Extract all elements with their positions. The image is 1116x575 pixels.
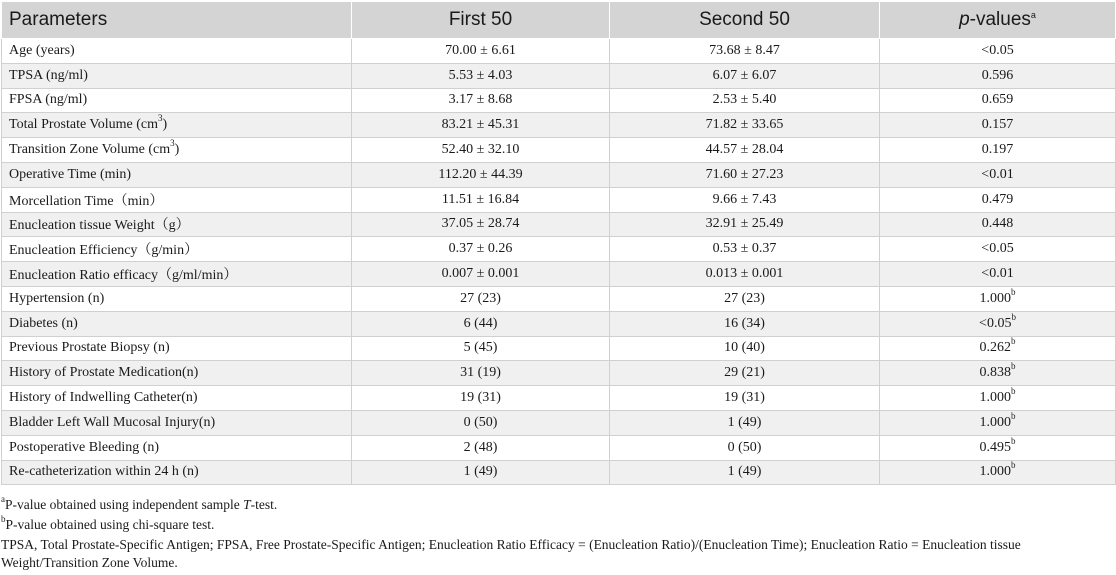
p-value-footnote-mark: b	[1011, 410, 1016, 421]
cell-p-value	[880, 162, 1116, 187]
cell-parameter	[2, 361, 352, 386]
cell-p-value	[880, 286, 1116, 311]
footnote-b-text: P-value obtained using chi-square test.	[5, 517, 215, 532]
cell-first-50: 5.53 ± 4.03	[352, 63, 610, 88]
footnote-b	[1, 516, 1115, 534]
p-value-footnote-mark: b	[1011, 460, 1016, 471]
parameter-superscript: 3	[157, 113, 163, 124]
cell-first-50: 11.51 ± 16.84	[352, 187, 610, 212]
table-row	[2, 212, 1116, 237]
parameter-label: Hypertension (n)	[9, 290, 105, 306]
cell-p-value	[880, 88, 1116, 113]
cell-parameter	[2, 386, 352, 411]
cell-parameter	[2, 410, 352, 435]
parameter-label: Age (years)	[9, 42, 75, 58]
results-table	[1, 1, 1116, 485]
p-value-text: 0.157	[981, 117, 1014, 133]
cell-p-value	[880, 336, 1116, 361]
footnote-a-italic: T	[243, 497, 251, 512]
p-value-text: 1.000	[979, 290, 1011, 306]
parameter-label: Re-catheterization within 24 h (n)	[9, 464, 199, 480]
cell-first-50: 6 (44)	[352, 311, 610, 336]
cell-parameter	[2, 63, 352, 88]
parameter-label: Enucleation tissue Weight（g）	[9, 218, 190, 234]
parameter-label: Postoperative Bleeding (n)	[9, 439, 160, 455]
table-header-row	[2, 2, 1116, 39]
p-value-text: 0.197	[981, 142, 1014, 158]
cell-second-50: 1 (49)	[610, 460, 880, 485]
parameter-label: Morcellation Time（min）	[9, 193, 164, 209]
header-first-50: First 50	[352, 2, 610, 39]
cell-parameter	[2, 187, 352, 212]
p-value-text: 0.479	[981, 191, 1014, 207]
p-value-text: 0.448	[981, 216, 1014, 232]
cell-parameter	[2, 88, 352, 113]
p-value-text: 0.659	[981, 92, 1014, 108]
cell-second-50: 19 (31)	[610, 386, 880, 411]
cell-parameter	[2, 212, 352, 237]
cell-second-50: 9.66 ± 7.43	[610, 187, 880, 212]
cell-first-50: 0 (50)	[352, 410, 610, 435]
p-value-text: 0.838	[979, 365, 1011, 381]
table-row	[2, 162, 1116, 187]
cell-parameter	[2, 311, 352, 336]
cell-first-50: 31 (19)	[352, 361, 610, 386]
parameter-superscript: 3	[170, 138, 175, 149]
parameter-suffix: )	[162, 117, 168, 133]
cell-p-value	[880, 435, 1116, 460]
cell-first-50: 52.40 ± 32.10	[352, 138, 610, 163]
cell-p-value	[880, 237, 1116, 262]
p-value-footnote-mark: b	[1011, 386, 1016, 397]
p-value-text: 1.000	[979, 414, 1011, 430]
table-row	[2, 435, 1116, 460]
footnote-a-mark: a	[1, 494, 5, 504]
table-row	[2, 262, 1116, 287]
header-p-values	[880, 2, 1116, 39]
table-row	[2, 286, 1116, 311]
parameter-label: Enucleation Ratio efficacy（g/ml/min）	[9, 268, 238, 284]
table-row	[2, 237, 1116, 262]
p-value-footnote-mark: b	[1011, 361, 1016, 372]
cell-p-value	[880, 386, 1116, 411]
cell-first-50: 2 (48)	[352, 435, 610, 460]
cell-p-value	[880, 63, 1116, 88]
cell-p-value	[880, 262, 1116, 287]
cell-first-50: 83.21 ± 45.31	[352, 113, 610, 138]
cell-p-value	[880, 311, 1116, 336]
cell-parameter	[2, 138, 352, 163]
cell-second-50: 0.53 ± 0.37	[610, 237, 880, 262]
cell-second-50: 0 (50)	[610, 435, 880, 460]
p-value-text: <0.05	[979, 315, 1012, 331]
p-value-footnote-mark: b	[1011, 336, 1016, 347]
cell-second-50: 44.57 ± 28.04	[610, 138, 880, 163]
table-row	[2, 138, 1116, 163]
cell-p-value	[880, 138, 1116, 163]
footnote-a-text-end: -test.	[250, 497, 278, 512]
parameter-label: FPSA (ng/ml)	[9, 92, 88, 108]
table-body	[2, 39, 1116, 485]
p-value-text: 0.596	[981, 67, 1014, 83]
parameter-label: Operative Time (min)	[9, 166, 132, 182]
table-row	[2, 386, 1116, 411]
cell-first-50: 0.007 ± 0.001	[352, 262, 610, 287]
p-value-text: 1.000	[979, 464, 1011, 480]
cell-second-50: 27 (23)	[610, 286, 880, 311]
cell-parameter	[2, 336, 352, 361]
footnote-a-text: P-value obtained using independent sample	[5, 497, 244, 512]
parameter-label: History of Indwelling Catheter(n)	[9, 390, 198, 406]
table-row	[2, 88, 1116, 113]
cell-second-50: 16 (34)	[610, 311, 880, 336]
cell-second-50: 10 (40)	[610, 336, 880, 361]
parameter-label: Previous Prostate Biopsy (n)	[9, 340, 170, 356]
cell-first-50: 3.17 ± 8.68	[352, 88, 610, 113]
p-value-footnote-mark: b	[1011, 311, 1016, 322]
table-row	[2, 63, 1116, 88]
cell-p-value	[880, 410, 1116, 435]
parameter-label: TPSA (ng/ml)	[9, 67, 88, 83]
table-row	[2, 460, 1116, 485]
cell-second-50: 73.68 ± 8.47	[610, 39, 880, 64]
p-value-text: <0.05	[981, 241, 1014, 257]
cell-second-50: 6.07 ± 6.07	[610, 63, 880, 88]
header-second-50: Second 50	[610, 2, 880, 39]
cell-first-50: 19 (31)	[352, 386, 610, 411]
cell-second-50: 1 (49)	[610, 410, 880, 435]
table-row	[2, 361, 1116, 386]
table-row	[2, 410, 1116, 435]
cell-parameter	[2, 237, 352, 262]
header-parameters: Parameters	[2, 2, 352, 39]
cell-second-50: 29 (21)	[610, 361, 880, 386]
cell-first-50: 70.00 ± 6.61	[352, 39, 610, 64]
parameter-label: Bladder Left Wall Mucosal Injury(n)	[9, 414, 216, 430]
p-value-text: 0.262	[979, 340, 1011, 356]
cell-parameter	[2, 286, 352, 311]
cell-p-value	[880, 187, 1116, 212]
table-row	[2, 311, 1116, 336]
cell-parameter	[2, 460, 352, 485]
footnote-a	[1, 496, 1115, 514]
header-p-footnote-mark: a	[1030, 10, 1036, 20]
table-row	[2, 187, 1116, 212]
cell-first-50: 5 (45)	[352, 336, 610, 361]
p-value-text: 1.000	[979, 390, 1011, 406]
parameter-label: Total Prostate Volume (cm	[9, 117, 158, 133]
cell-second-50: 71.82 ± 33.65	[610, 113, 880, 138]
cell-p-value	[880, 460, 1116, 485]
cell-first-50: 37.05 ± 28.74	[352, 212, 610, 237]
cell-second-50: 0.013 ± 0.001	[610, 262, 880, 287]
cell-first-50: 0.37 ± 0.26	[352, 237, 610, 262]
cell-parameter	[2, 113, 352, 138]
table-row	[2, 113, 1116, 138]
footnote-abbreviations: TPSA, Total Prostate-Specific Antigen; FPSA, Free Prostate-Specific Antigen; Enucleation Ratio Efficacy = (Enucleation Ratio)/(Enucleation Time); Enucleation Ratio = Enucleation tissue Weight/Transition Zone Volume.	[1, 537, 1021, 570]
cell-first-50: 1 (49)	[352, 460, 610, 485]
table-row	[2, 39, 1116, 64]
p-value-text: 0.495	[979, 439, 1011, 455]
cell-p-value	[880, 212, 1116, 237]
table-row	[2, 336, 1116, 361]
cell-p-value	[880, 113, 1116, 138]
cell-first-50: 27 (23)	[352, 286, 610, 311]
cell-parameter	[2, 39, 352, 64]
cell-second-50: 2.53 ± 5.40	[610, 88, 880, 113]
p-value-text: <0.01	[981, 266, 1014, 282]
cell-parameter	[2, 435, 352, 460]
parameter-label: Diabetes (n)	[9, 315, 78, 331]
p-value-footnote-mark: b	[1011, 435, 1016, 446]
footnote-b-mark: b	[1, 514, 6, 524]
cell-second-50: 32.91 ± 25.49	[610, 212, 880, 237]
p-value-text: <0.05	[981, 42, 1014, 58]
cell-first-50: 112.20 ± 44.39	[352, 162, 610, 187]
parameter-suffix: )	[174, 142, 180, 158]
p-value-text: <0.01	[981, 166, 1014, 182]
cell-parameter	[2, 162, 352, 187]
cell-second-50: 71.60 ± 27.23	[610, 162, 880, 187]
p-value-footnote-mark: b	[1011, 286, 1016, 297]
parameter-label: Enucleation Efficiency（g/min）	[9, 243, 199, 259]
cell-p-value	[880, 39, 1116, 64]
cell-p-value	[880, 361, 1116, 386]
parameter-label: History of Prostate Medication(n)	[9, 365, 199, 381]
header-p-letter: p	[959, 9, 970, 30]
parameter-label: Transition Zone Volume (cm	[9, 142, 171, 158]
header-p-rest: -values	[969, 9, 1031, 30]
cell-parameter	[2, 262, 352, 287]
